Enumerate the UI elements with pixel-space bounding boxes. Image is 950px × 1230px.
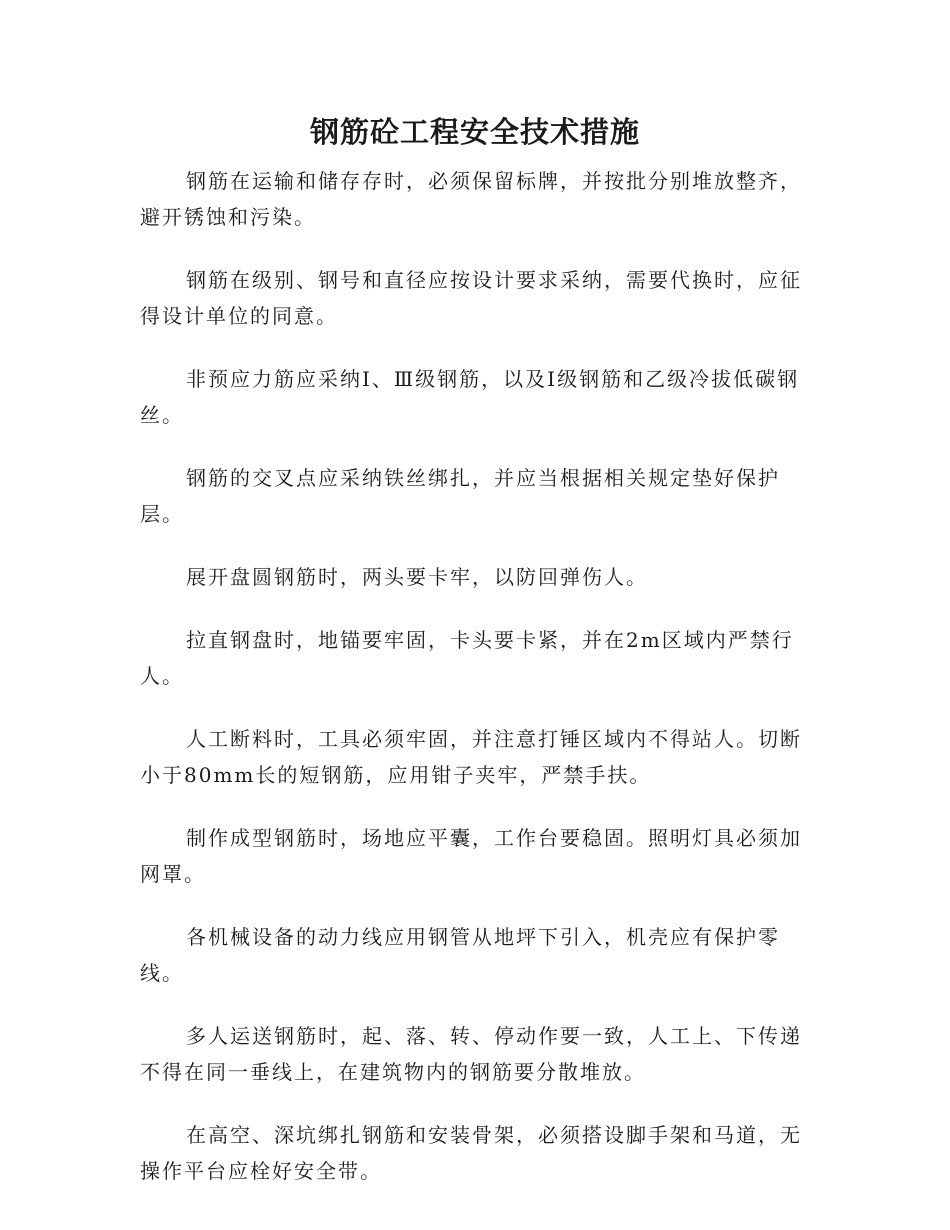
paragraph-10: 多人运送钢筋时，起、落、转、停动作要一致，人工上、下传递不得在同一垂线上，在建筑物内的钢筋要分散堆放。 (140, 1024, 802, 1084)
paragraph-5: 展开盘圆钢筋时，两头要卡牢，以防回弹伤人。 (186, 565, 648, 589)
document-title: 钢筋砼工程安全技术措施 (309, 115, 640, 149)
paragraph-4: 钢筋的交叉点应采纳铁丝绑扎，并应当根据相关规定垫好保护层。 (140, 466, 780, 526)
paragraph-6: 拉直钢盘时，地锚要牢固，卡头要卡紧，并在2m区域内严禁行人。 (140, 628, 794, 688)
paragraph-7: 人工断料时，工具必须牢固，并注意打锤区域内不得站人。切断小于80mm长的短钢筋，应用钳子夹牢，严禁手扶。 (140, 727, 802, 787)
paragraph-3: 非预应力筋应采纳Ⅰ、Ⅲ级钢筋，以及Ⅰ级钢筋和乙级冷拔低碳钢丝。 (140, 367, 800, 427)
paragraph-1: 钢筋在运输和储存存时，必须保留标牌，并按批分别堆放整齐，避开锈蚀和污染。 (140, 169, 802, 229)
paragraph-8: 制作成型钢筋时，场地应平囊，工作台要稳固。照明灯具必须加网罩。 (140, 826, 802, 886)
document-body (140, 163, 812, 1216)
paragraph-9: 各机械设备的动力线应用钢管从地坪下引入，机壳应有保护零线。 (140, 925, 780, 985)
paragraph-2: 钢筋在级别、钢号和直径应按设计要求采纳，需要代换时，应征得设计单位的同意。 (140, 268, 802, 328)
paragraph-11: 在高空、深坑绑扎钢筋和安装骨架，必须搭设脚手架和马道，无操作平台应栓好安全带。 (140, 1123, 802, 1183)
